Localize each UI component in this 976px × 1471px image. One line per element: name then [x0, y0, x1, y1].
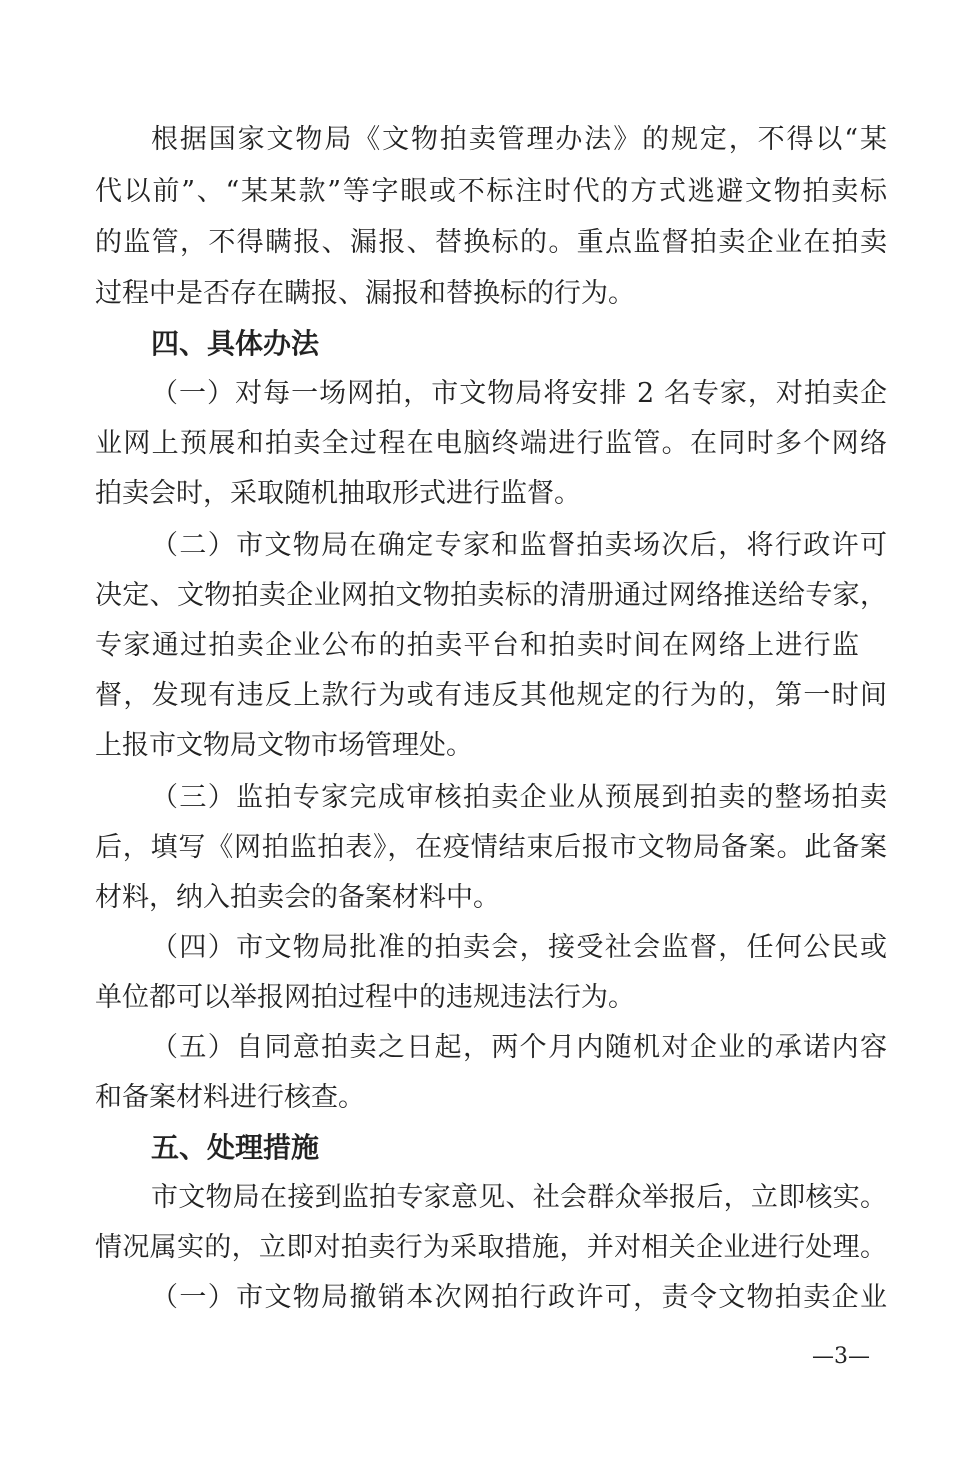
page-number: —3—	[812, 1344, 870, 1369]
paragraph-line: 市文物局在接到监拍专家意见、社会群众举报后，立即核实。	[151, 1182, 887, 1213]
paragraph-line: 后，填写《网拍监拍表》，在疫情结束后报市文物局备案。此备案	[95, 832, 887, 863]
paragraph-line: 的监管，不得瞒报、漏报、替换标的。重点监督拍卖企业在拍卖	[95, 227, 887, 258]
paragraph-line: 专家通过拍卖企业公布的拍卖平台和拍卖时间在网络上进行监	[95, 630, 859, 661]
paragraph-line: （四）市文物局批准的拍卖会，接受社会监督，任何公民或	[151, 932, 887, 963]
section-heading-methods: 四、具体办法	[151, 327, 320, 360]
paragraph-line: 情况属实的，立即对拍卖行为采取措施，并对相关企业进行处理。	[95, 1232, 887, 1263]
paragraph-line: （三）监拍专家完成审核拍卖企业从预展到拍卖的整场拍卖	[151, 782, 887, 813]
paragraph-line: 代以前”、“某某款”等字眼或不标注时代的方式逃避文物拍卖标	[95, 176, 887, 207]
paragraph-line: （一）市文物局撤销本次网拍行政许可，责令文物拍卖企业	[151, 1282, 887, 1313]
paragraph-line: 督，发现有违反上款行为或有违反其他规定的行为的，第一时间	[95, 680, 887, 711]
paragraph-line: 材料，纳入拍卖会的备案材料中。	[95, 882, 500, 913]
paragraph-line: 决定、文物拍卖企业网拍文物拍卖标的清册通过网络推送给专家，	[95, 580, 887, 611]
paragraph-line: 和备案材料进行核查。	[95, 1082, 365, 1113]
paragraph-line: （二）市文物局在确定专家和监督拍卖场次后，将行政许可	[151, 530, 887, 561]
paragraph-line: 根据国家文物局《文物拍卖管理办法》的规定，不得以“某	[151, 124, 887, 155]
paragraph-line: 过程中是否存在瞒报、漏报和替换标的行为。	[95, 278, 635, 309]
paragraph-line: （一）对每一场网拍，市文物局将安排 2 名专家，对拍卖企	[151, 378, 887, 409]
paragraph-line: 单位都可以举报网拍过程中的违规违法行为。	[95, 982, 635, 1013]
paragraph-line: 业网上预展和拍卖全过程在电脑终端进行监管。在同时多个网络	[95, 428, 887, 459]
paragraph-line: 拍卖会时，采取随机抽取形式进行监督。	[95, 478, 581, 509]
paragraph-line: （五）自同意拍卖之日起，两个月内随机对企业的承诺内容	[151, 1032, 887, 1063]
paragraph-line: 上报市文物局文物市场管理处。	[95, 730, 473, 761]
section-heading-measures: 五、处理措施	[151, 1131, 320, 1164]
